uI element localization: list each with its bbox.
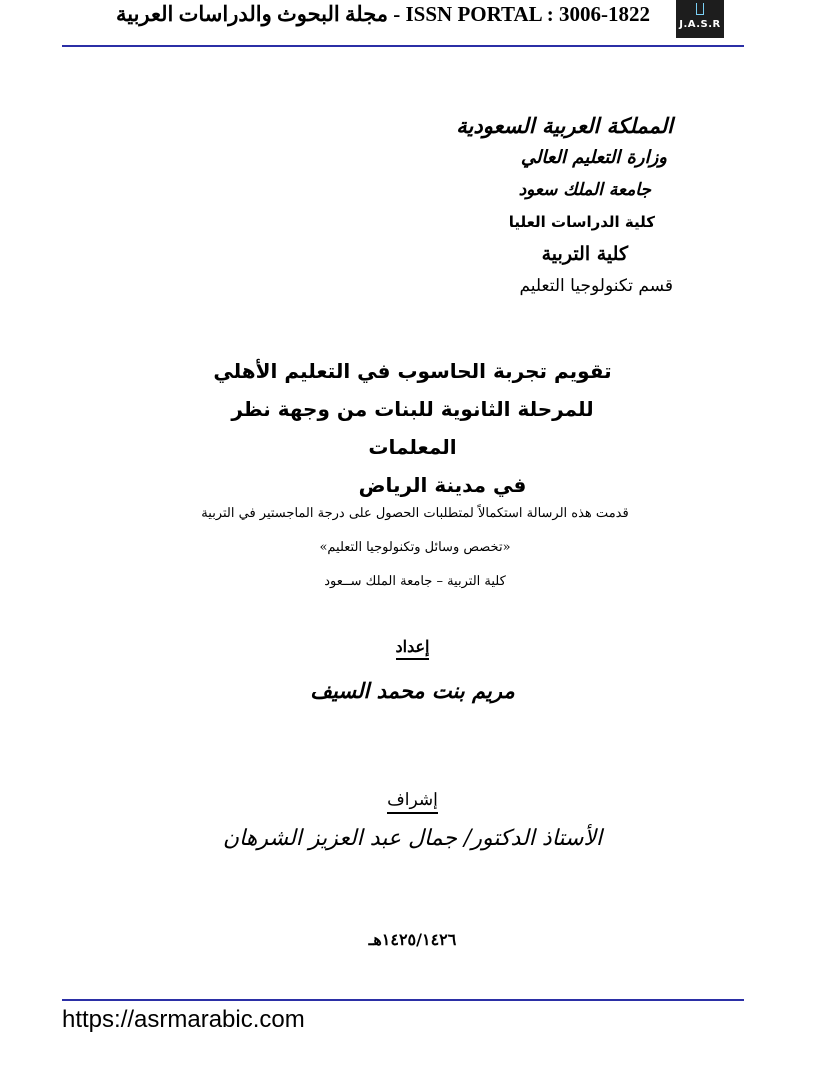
institution-block: [353, 110, 673, 302]
author-name: مريم بنت محمد السيف: [310, 678, 515, 703]
graduate-college-line: كلية الدراسات العليا: [508, 213, 655, 231]
preparation-label: إعداد: [0, 637, 825, 656]
ministry-line: وزارة التعليم العالي: [520, 147, 667, 168]
thesis-title: [200, 352, 625, 504]
journal-header: مجلة البحوث والدراسات العربية - ISSN PORTAL : 3006-1822: [115, 2, 650, 26]
footer-divider: [62, 999, 744, 1001]
university-line: جامعة الملك سعود: [518, 180, 651, 200]
header-divider: [62, 45, 744, 47]
supervisor-name: الأستاذ الدكتور/ جمال عبد العزيز الشرهان: [222, 826, 603, 851]
submission-line-3: كلية التربية – جامعة الملك ســعود: [324, 574, 506, 589]
logo-text: J.A.S.R: [679, 19, 721, 30]
logo-mark-icon: [696, 3, 704, 15]
submission-line-1: قدمت هذه الرسالة استكمالاً لمتطلبات الحصول على درجة الماجستير في التربية: [201, 506, 629, 521]
footer-url: https://asrmarabic.com: [62, 1006, 305, 1033]
title-line-2: للمرحلة الثانوية للبنات من وجهة نظر المعلمات: [231, 397, 594, 459]
hijri-date: ١٤٢٥/١٤٢٦هـ: [368, 930, 457, 949]
supervision-label: إشراف: [0, 790, 825, 810]
submission-line-2: «تخصص وسائل وتكنولوجيا التعليم»: [319, 540, 511, 555]
kingdom-line: المملكة العربية السعودية: [456, 113, 673, 138]
college-line: كلية التربية: [541, 243, 628, 265]
journal-logo: [676, 0, 724, 38]
title-line-1: تقويم تجربة الحاسوب في التعليم الأهلي: [213, 359, 612, 383]
submission-statement: [170, 497, 660, 599]
title-line-3: في مدينة الرياض: [358, 473, 527, 497]
department-line: قسم تكنولوجيا التعليم: [519, 276, 673, 296]
